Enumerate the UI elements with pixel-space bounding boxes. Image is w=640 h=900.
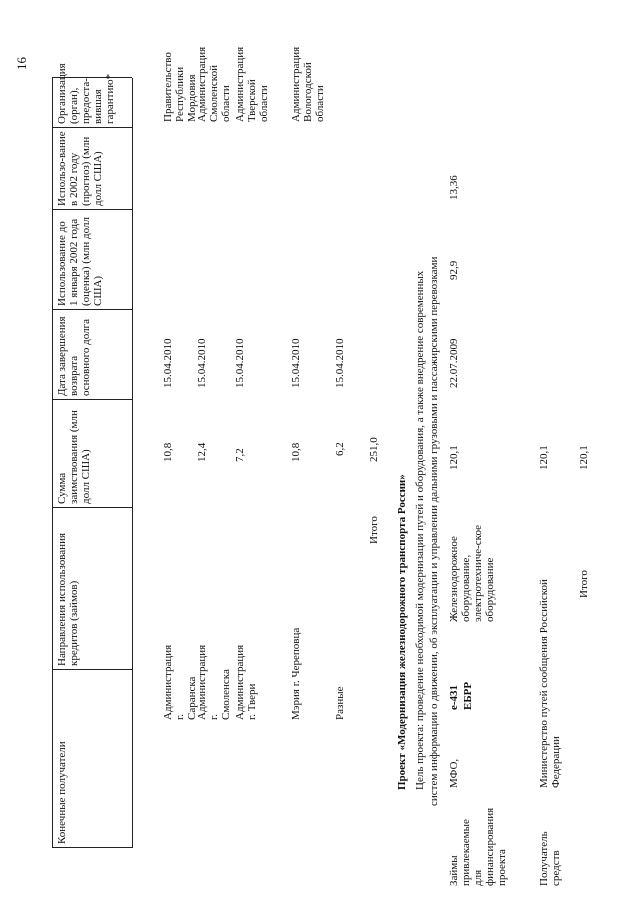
row-recipient: Администрация г. Саранска bbox=[162, 644, 198, 720]
header-recipients: Конечные получатели bbox=[56, 741, 68, 844]
row-date: 15.04.2010 bbox=[290, 338, 302, 388]
table-total-label: Итого bbox=[368, 516, 380, 544]
loan-purpose: Железнодорожное оборудование, электротехниче-ское оборудование bbox=[448, 525, 496, 622]
table-header-divider bbox=[132, 78, 133, 848]
loan-bank: ЕБРР bbox=[462, 681, 474, 710]
project-total-amount: 120,1 bbox=[578, 445, 590, 470]
row-recipient: Администрация г. Твери bbox=[234, 644, 258, 720]
loan-amount: 120,1 bbox=[448, 445, 460, 470]
header-guarantor: Организация (орган), предоста-вившая гарантию* bbox=[56, 63, 116, 124]
project-title: Проект «Модернизация железнодорожного транспорта России» bbox=[396, 474, 408, 790]
page-number: 16 bbox=[14, 57, 29, 70]
row-amount: 10,8 bbox=[162, 442, 174, 462]
row-guarantor: Администрация Тверской области bbox=[234, 46, 270, 122]
row-date: 15.04.2010 bbox=[162, 338, 174, 388]
table-total-amount: 251,0 bbox=[368, 437, 380, 462]
loan-forecast: 13,36 bbox=[448, 175, 460, 200]
table-top-border bbox=[52, 78, 53, 848]
column-divider bbox=[52, 669, 132, 670]
row-guarantor: Администрация Смоленской области bbox=[196, 46, 232, 122]
header-repay-date: Дата завершения возврата основного долга bbox=[56, 316, 92, 396]
loan-date: 22.07.2009 bbox=[448, 338, 460, 388]
row-date: 15.04.2010 bbox=[196, 338, 208, 388]
header-forecast-2002: Использо-вание в 2002 году (прогноз) (млн долл США) bbox=[56, 131, 104, 206]
loans-label: Займы привлекаемые для финансирования проекта bbox=[448, 807, 508, 886]
row-recipient: Администрация г. Смоленска bbox=[196, 644, 232, 720]
table-left-border bbox=[52, 847, 132, 848]
project-goal-line: Цель проекта: проведение необходимой модернизации путей и оборудования, а также внедрение современных bbox=[414, 270, 426, 790]
column-divider bbox=[52, 209, 132, 210]
header-used-2002: Использование до 1 января 2002 года (оценка) (млн долл США) bbox=[56, 217, 104, 306]
project-total-label: Итого bbox=[578, 570, 590, 598]
recipient-amount: 120,1 bbox=[538, 445, 550, 470]
header-amount: Сумма заимствования (млн долл США) bbox=[56, 410, 92, 504]
column-divider bbox=[52, 399, 132, 400]
loan-used-2002: 92,9 bbox=[448, 260, 460, 280]
row-guarantor: Администрация Вологодской области bbox=[290, 46, 326, 122]
row-amount: 6,2 bbox=[334, 442, 346, 456]
row-recipient: Мэрия г. Череповца bbox=[290, 627, 302, 720]
column-divider bbox=[52, 507, 132, 508]
column-divider bbox=[52, 127, 132, 128]
mfo-label: МФО, bbox=[448, 758, 460, 788]
header-directions: Направления использования кредитов (займов) bbox=[56, 532, 80, 666]
row-amount: 7,2 bbox=[234, 448, 246, 462]
recipient-label: Получатель средств bbox=[538, 831, 562, 886]
row-amount: 12,4 bbox=[196, 442, 208, 462]
loan-code: е-431 bbox=[448, 684, 460, 710]
row-amount: 10,8 bbox=[290, 442, 302, 462]
row-recipient: Разные bbox=[334, 686, 346, 720]
project-goal-line: систем информации о движении, об эксплуатации и управлении дальними грузовыми и пассажирскими перевозками bbox=[428, 256, 440, 806]
row-guarantor: Правительство Республики Мордовия bbox=[162, 52, 198, 122]
row-date: 15.04.2010 bbox=[334, 338, 346, 388]
row-date: 15.04.2010 bbox=[234, 338, 246, 388]
column-divider bbox=[52, 309, 132, 310]
recipient-name: Министерство путей сообщения Российской Федерации bbox=[538, 579, 562, 788]
